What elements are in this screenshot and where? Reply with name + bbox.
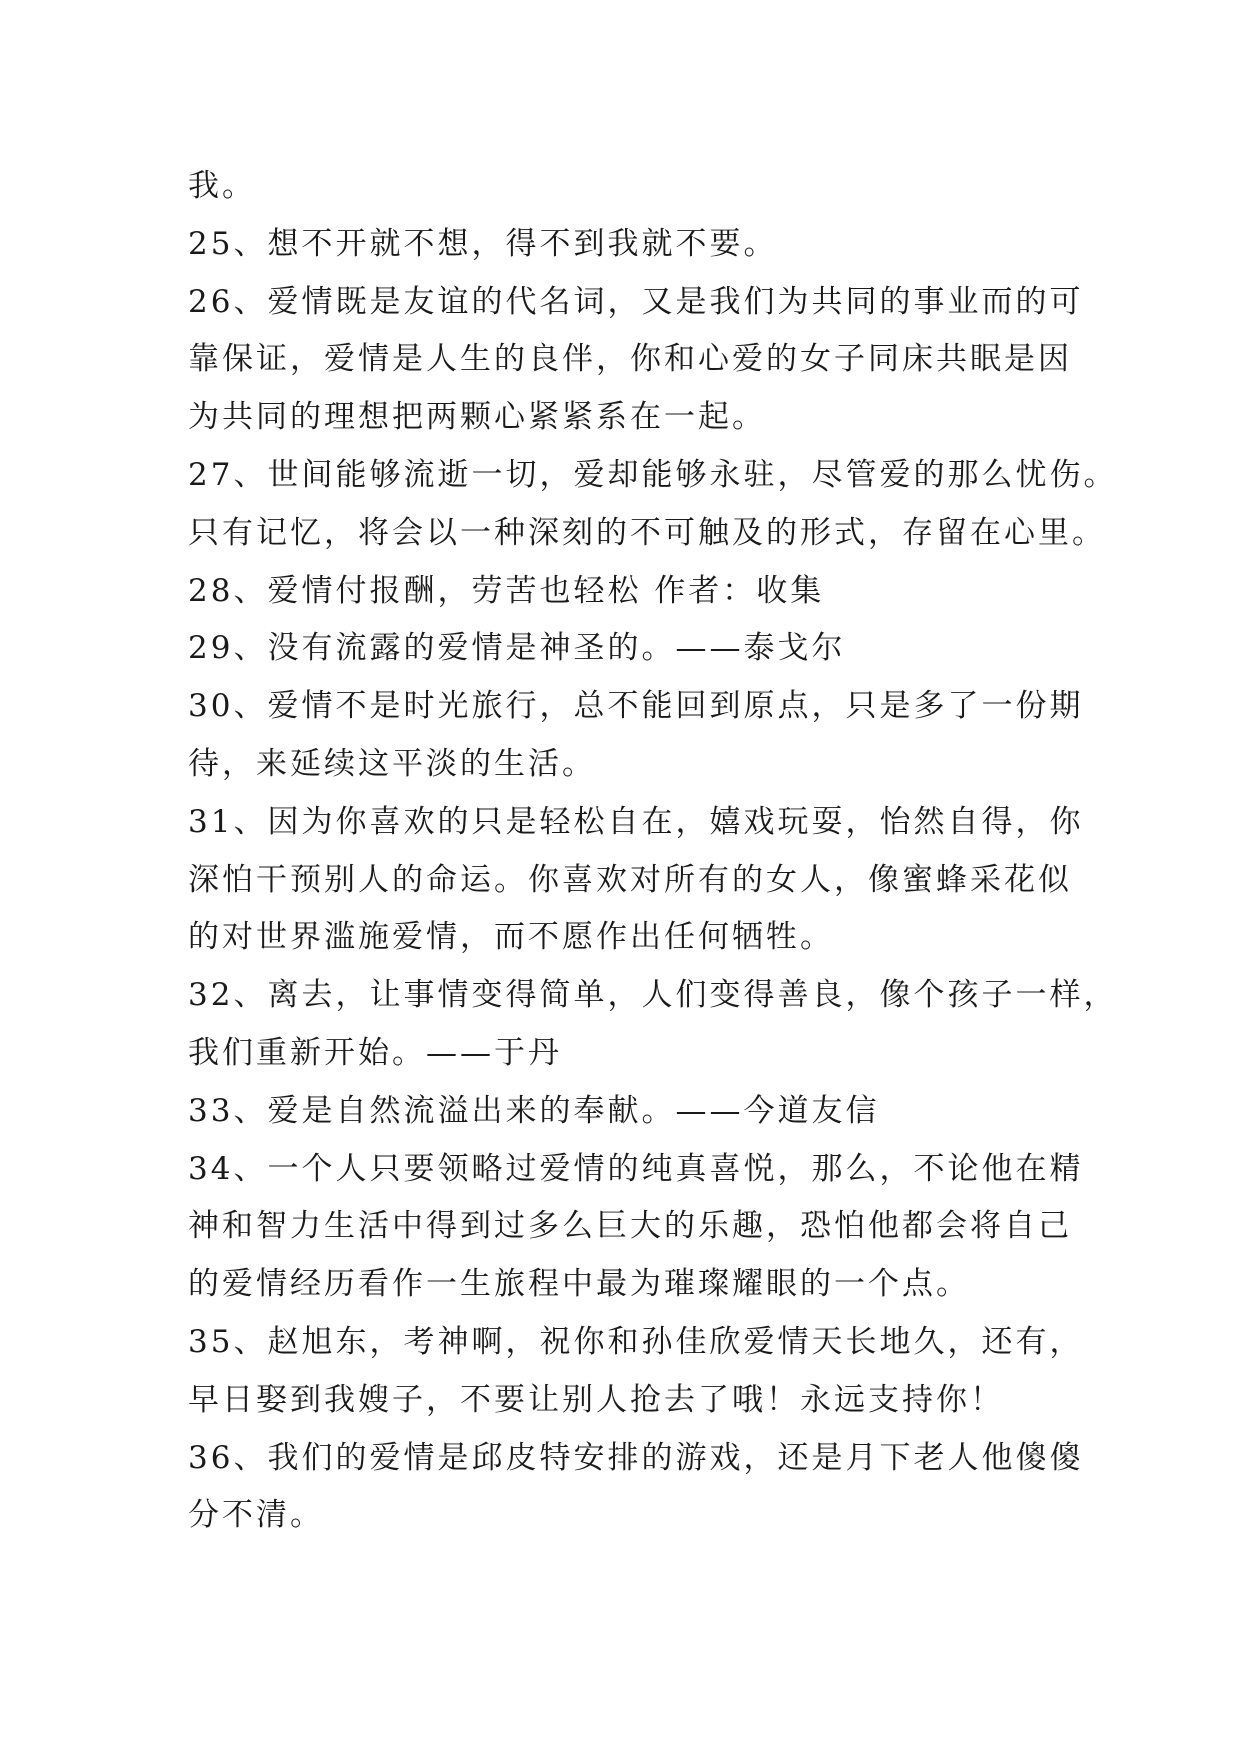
text-line: 早日娶到我嫂子，不要让别人抢去了哦！永远支持你！: [188, 1381, 1004, 1418]
text-line: 26、爱情既是友谊的代名词，又是我们为共同的事业而的可: [188, 283, 1084, 320]
text-line: 待，来延续这平淡的生活。: [188, 745, 596, 782]
text-line: 25、想不开就不想，得不到我就不要。: [188, 225, 778, 262]
text-line: 29、没有流露的爱情是神圣的。——泰戈尔: [188, 630, 846, 667]
text-line: 33、爱是自然流溢出来的奉献。——今道友信: [188, 1092, 880, 1129]
text-line: 我们重新开始。——于丹: [188, 1034, 562, 1071]
text-line: 的爱情经历看作一生旅程中最为璀璨耀眼的一个点。: [188, 1266, 970, 1303]
text-line: 27、世间能够流逝一切，爱却能够永驻，尽管爱的那么忧伤。: [188, 456, 1118, 493]
text-line: 35、赵旭东，考神啊，祝你和孙佳欣爱情天长地久，还有，: [188, 1323, 1084, 1360]
text-line: 分不清。: [188, 1497, 324, 1534]
text-line: 36、我们的爱情是邱皮特安排的游戏，还是月下老人他傻傻: [188, 1439, 1084, 1476]
text-line: 为共同的理想把两颗心紧紧系在一起。: [188, 399, 766, 436]
text-line: 只有记忆，将会以一种深刻的不可触及的形式，存留在心里。: [188, 514, 1106, 551]
text-line: 32、离去，让事情变得简单，人们变得善良，像个孩子一样，: [188, 977, 1118, 1014]
document-body: [188, 158, 1118, 1545]
text-line: 我。: [188, 168, 256, 204]
text-line: 深怕干预别人的命运。你喜欢对所有的女人，像蜜蜂采花似: [188, 861, 1072, 898]
text-line: 靠保证，爱情是人生的良伴，你和心爱的女子同床共眠是因: [188, 341, 1072, 378]
text-line: 28、爱情付报酬，劳苦也轻松 作者：收集: [188, 572, 825, 609]
text-line: 的对世界滥施爱情，而不愿作出任何牺牲。: [188, 919, 834, 956]
text-line: 34、一个人只要领略过爱情的纯真喜悦，那么，不论他在精: [188, 1150, 1084, 1187]
text-line: 31、因为你喜欢的只是轻松自在，嬉戏玩耍，怡然自得，你: [188, 803, 1084, 840]
text-line: 神和智力生活中得到过多么巨大的乐趣，恐怕他都会将自己: [188, 1208, 1072, 1245]
text-line: 30、爱情不是时光旅行，总不能回到原点，只是多了一份期: [188, 688, 1084, 725]
